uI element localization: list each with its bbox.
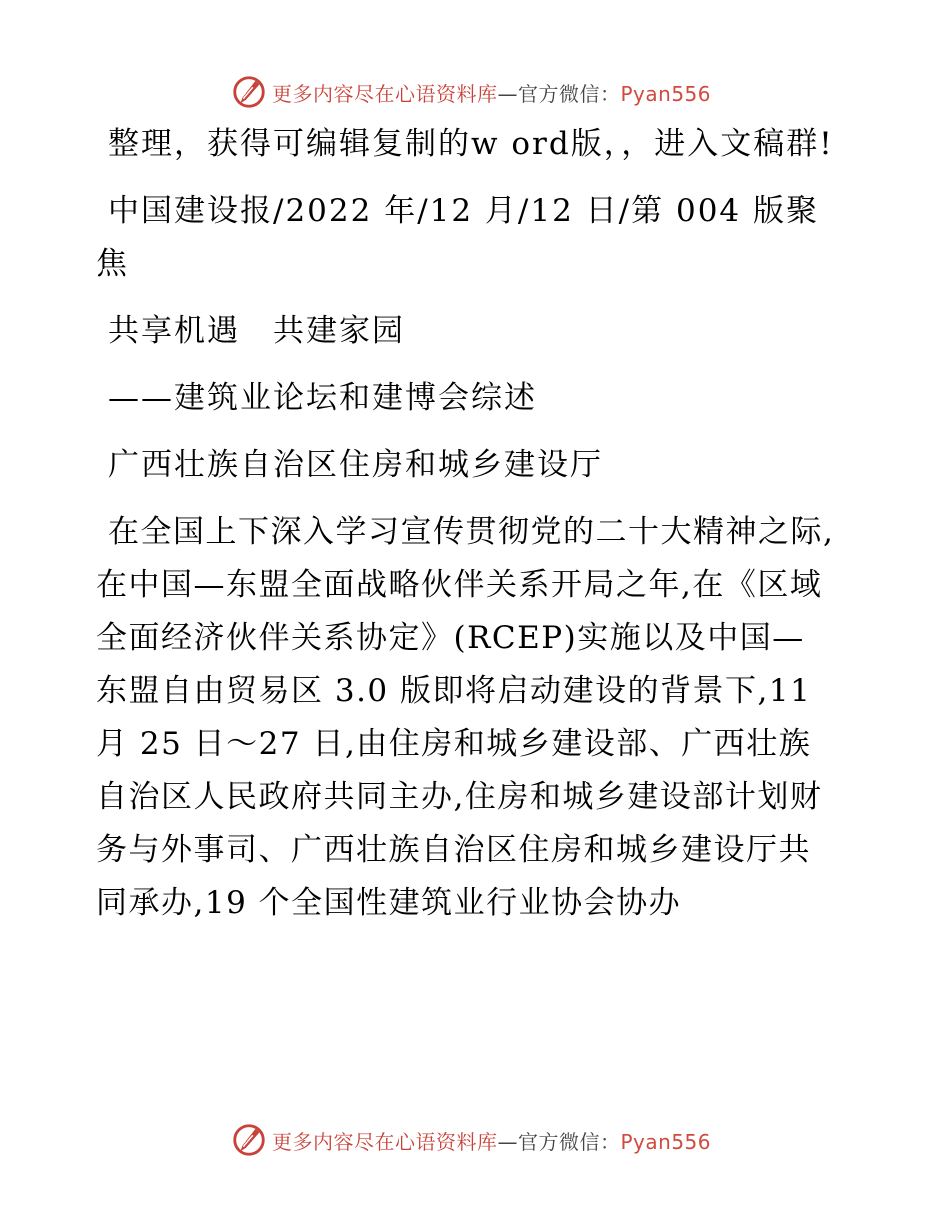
article-author: 广西壮族自治区住房和城乡建设厅 <box>108 447 603 483</box>
wechat-id: Pyan556 <box>620 1129 712 1154</box>
article-subtitle: ——建筑业论坛和建博会综述 <box>108 380 537 416</box>
article-paragraph: 在全国上下深入学习宣传贯彻党的二十大精神之际,在中国—东盟全面战略伙伴关系开局之年,在《区域全面经济伙伴关系协定》(RCEP)实施以及中国—东盟自由贸易区 3.0 版即将启动建设的背景下,11 月 25 日～27 日,由住房和城乡建设部、广西壮族自治区人民政府共同主办,住房和城乡建设部计划财务与外事司、广西壮族自治区住房和城乡建设厅共同承办,19 个全国性建筑业行业协会协办 <box>96 514 835 921</box>
article-title: 共享机遇 共建家园 <box>108 313 405 349</box>
wechat-label: 官方微信： <box>518 81 621 106</box>
quill-logo-icon <box>230 73 268 111</box>
wechat-id: Pyan556 <box>620 81 712 106</box>
source-line: 中国建设报/2022 年/12 月/12 日/第 004 版聚焦 <box>96 193 820 282</box>
banner-separator: — <box>497 81 518 106</box>
document-body <box>96 118 836 930</box>
header-watermark <box>230 70 750 114</box>
banner-text: 更多内容尽在心语资料库 <box>272 1129 498 1154</box>
banner-text: 更多内容尽在心语资料库 <box>272 81 498 106</box>
quill-logo-icon <box>230 1121 268 1159</box>
banner-separator: — <box>497 1129 518 1154</box>
intro-note: 整理，获得可编辑复制的w ord版，，进入文稿群! <box>108 126 834 162</box>
wechat-label: 官方微信： <box>518 1129 621 1154</box>
footer-watermark <box>230 1118 750 1162</box>
